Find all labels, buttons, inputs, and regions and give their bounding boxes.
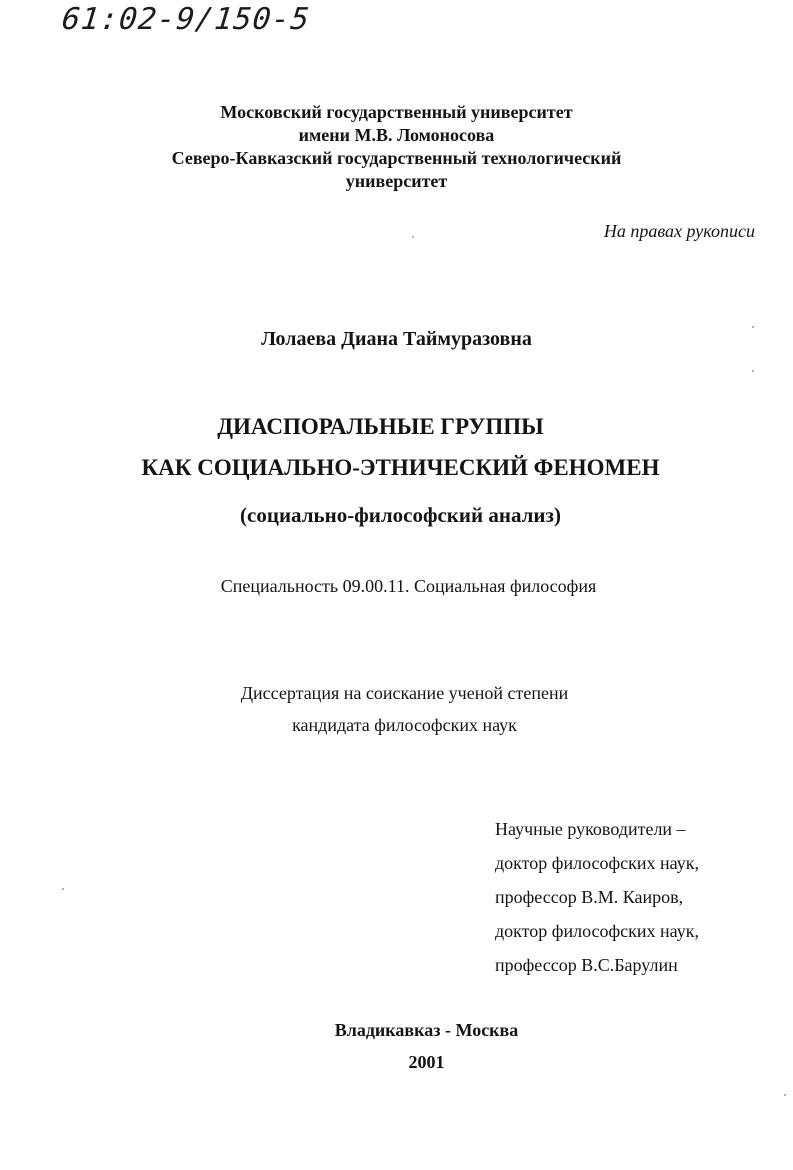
supervisor-line: Научные руководители – bbox=[495, 819, 686, 839]
university-line: университет bbox=[345, 171, 448, 191]
supervisor-line: доктор философских наук, bbox=[495, 921, 699, 941]
university-line: Северо-Кавказский государственный технологический bbox=[171, 148, 622, 168]
dissertation-line: Диссертация на соискание ученой степени bbox=[240, 683, 569, 703]
year-line: 2001 bbox=[408, 1052, 445, 1072]
university-line: имени М.В. Ломоносова bbox=[298, 125, 495, 145]
supervisor-line: доктор философских наук, bbox=[495, 853, 699, 873]
scan-speck bbox=[784, 1094, 786, 1096]
place-and-year bbox=[30, 1014, 793, 1078]
specialty-line: Специальность 09.00.11. Социальная философия bbox=[220, 576, 597, 596]
title-line-2: КАК СОЦИАЛЬНО-ЭТНИЧЕСКИЙ ФЕНОМЕН bbox=[141, 455, 660, 480]
city-line: Владикавказ - Москва bbox=[334, 1020, 519, 1040]
scan-speck bbox=[62, 888, 64, 890]
supervisor-line: профессор В.С.Барулин bbox=[495, 955, 678, 975]
university-line: Московский государственный университет bbox=[220, 102, 573, 122]
title-line-1: ДИАСПОРАЛЬНЫЕ ГРУППЫ bbox=[217, 414, 544, 439]
supervisor-line: профессор В.М. Каиров, bbox=[495, 887, 684, 907]
archive-stamp: 61:02-9/150-5 bbox=[60, 2, 312, 37]
scan-speck bbox=[412, 236, 414, 238]
dissertation-line: кандидата философских наук bbox=[292, 715, 517, 735]
university-block bbox=[0, 101, 793, 193]
scan-speck bbox=[752, 370, 754, 372]
supervisors-block bbox=[495, 812, 699, 982]
dissertation-block bbox=[8, 677, 793, 741]
title-subtitle: (социально-философский анализ) bbox=[240, 503, 561, 527]
rights-note: На правах рукописи bbox=[603, 221, 755, 241]
author-name: Лолаева Диана Таймуразовна bbox=[261, 328, 532, 350]
scan-speck bbox=[752, 326, 754, 328]
